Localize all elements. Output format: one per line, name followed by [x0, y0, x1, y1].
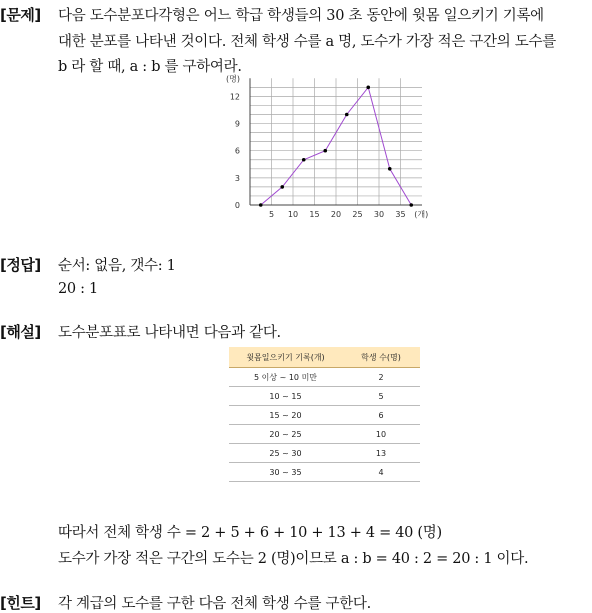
x-tick-label: 25 [352, 210, 363, 219]
answer-tag: [정답] [0, 256, 41, 274]
y-tick-label: 6 [234, 146, 240, 156]
x-tick-label: 30 [373, 210, 385, 219]
explanation-line-2: 도수가 가장 적은 구간의 도수는 2 (명)이므로 a : b = 40 : 2 = 20 : 1 이다. [58, 551, 529, 567]
table-row [229, 406, 420, 425]
table-row [229, 387, 420, 406]
table-cell-count: 5 [342, 387, 420, 406]
data-point [280, 185, 284, 189]
table-header-record: 윗몸일으키기 기록(개) [229, 347, 342, 368]
x-tick-label: 5 [268, 210, 275, 219]
table-cell-interval: 5 이상 ~ 10 미만 [229, 368, 342, 387]
table-cell-count: 6 [342, 406, 420, 425]
explanation-intro: 도수분포표로 나타내면 다음과 같다. [58, 325, 281, 341]
table-header-row [229, 347, 420, 368]
table-cell-interval: 15 ~ 20 [229, 406, 342, 425]
data-point [388, 167, 392, 171]
problem-line-2: 대한 분포를 나타낸 것이다. 전체 학생 수를 a 명, 도수가 가장 적은 구간의 도수를 [58, 34, 556, 50]
y-tick-label: 9 [234, 119, 240, 129]
problem-line-1: 다음 도수분포다각형은 어느 학급 학생들의 30 초 동안에 윗몸 일으키기 기록에 [58, 8, 544, 24]
table-row [229, 444, 420, 463]
problem-tag: [문제] [0, 6, 41, 24]
x-tick-label: 35 [395, 210, 406, 219]
data-point [366, 86, 370, 90]
y-tick-label: 0 [234, 201, 240, 210]
data-point [409, 203, 413, 207]
explanation-tag: [해설] [0, 323, 41, 341]
explanation-line-1: 따라서 전체 학생 수 = 2 + 5 + 6 + 10 + 13 + 4 = 40 (명) [58, 525, 442, 541]
x-axis-unit-label: (개) [414, 210, 429, 219]
data-point [259, 203, 263, 207]
table-row [229, 425, 420, 444]
table-cell-count: 2 [342, 368, 420, 387]
table-cell-count: 13 [342, 444, 420, 463]
chart-grid [250, 78, 422, 205]
table-cell-interval: 20 ~ 25 [229, 425, 342, 444]
table-cell-interval: 25 ~ 30 [229, 444, 342, 463]
data-point [345, 113, 349, 117]
y-tick-label: 3 [234, 173, 240, 183]
table-cell-interval: 10 ~ 15 [229, 387, 342, 406]
x-tick-label: 20 [330, 210, 342, 219]
problem-line-3: b 라 할 때, a : b 를 구하여라. [58, 59, 242, 75]
x-tick-label: 10 [287, 210, 299, 219]
frequency-polygon-chart [220, 68, 430, 220]
frequency-table [229, 347, 420, 482]
x-tick-label: 15 [309, 210, 320, 219]
y-tick-label: 12 [229, 92, 240, 102]
table-header-students: 학생 수(명) [342, 347, 420, 368]
data-point [323, 149, 327, 153]
y-axis-unit-label: (명) [226, 74, 240, 84]
table-cell-count: 4 [342, 463, 420, 482]
chart-ticks [226, 73, 428, 219]
data-point [302, 158, 306, 162]
answer-line-1: 순서: 없음, 갯수: 1 [58, 258, 176, 274]
table-row [229, 368, 420, 387]
hint-tag: [힌트] [0, 594, 41, 612]
table-cell-interval: 30 ~ 35 [229, 463, 342, 482]
table-cell-count: 10 [342, 425, 420, 444]
table-row [229, 463, 420, 482]
answer-line-2: 20 : 1 [58, 281, 98, 297]
hint-text: 각 계급의 도수를 구한 다음 전체 학생 수를 구한다. [58, 596, 371, 612]
